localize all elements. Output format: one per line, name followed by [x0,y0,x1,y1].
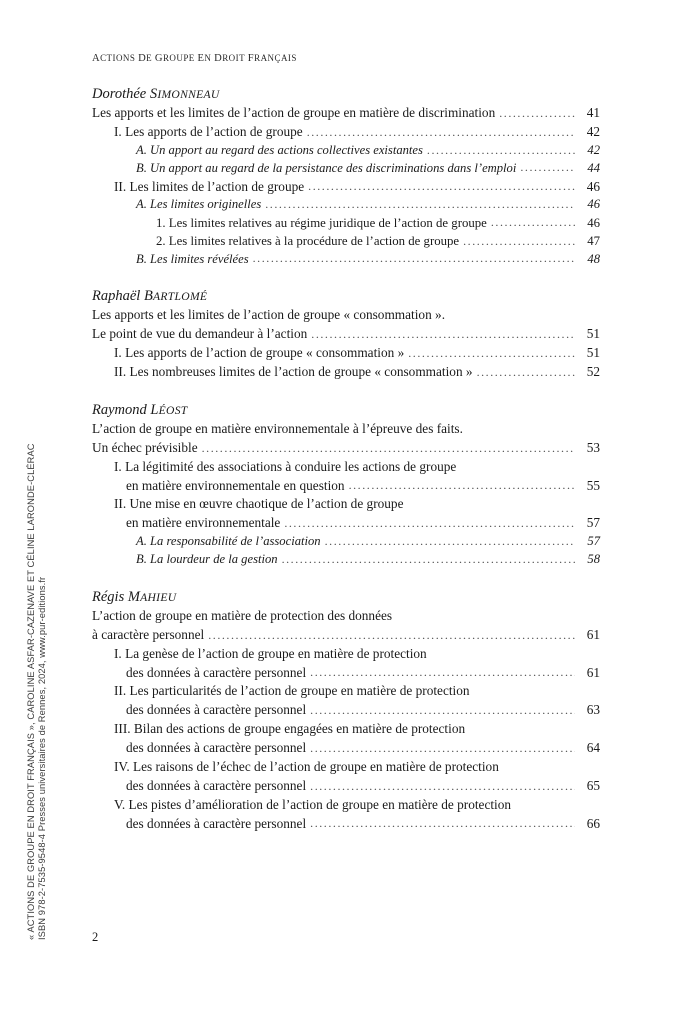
toc-entry-page-number: 46 [587,197,600,212]
author-name [92,402,600,419]
toc-entry-label: des données à caractère personnel [126,740,307,756]
toc-entry[interactable] [126,777,600,796]
toc-entry-page-number: 42 [586,123,600,139]
toc-entry[interactable] [126,815,600,834]
toc-entry-label: A. Un apport au regard des actions collectives existantes [136,142,423,157]
dot-leader [310,702,575,719]
author-surname: MAHIEU [127,588,177,605]
toc-entry-label: I. La genèse de l’action de groupe en matière de protection [114,645,427,661]
author-block [92,86,600,268]
author-name [92,86,600,103]
author-first-name: Dorothée [92,86,150,102]
author-block [92,288,600,382]
toc-entry[interactable] [156,214,600,232]
running-head: ACTIONS DE GROUPE EN DROIT FRANÇAIS [92,53,297,64]
dot-leader [310,778,575,795]
spine-line-isbn: ISBN 978-2-7535-9548-4 Presses universitaires de Rennes, 2024, www.pur-editions.fr [37,576,47,940]
toc-entry[interactable] [136,533,600,551]
author-surname: BARTLOMÉ [143,288,208,305]
toc-entry[interactable] [126,739,600,758]
toc-entry-page-number: 57 [586,515,600,531]
toc-entry[interactable] [114,178,600,197]
author-first-name: Régis [92,588,128,605]
dot-leader [310,740,575,757]
toc-entry-label: Les apports et les limites de l’action de groupe en matière de discrimination [92,105,496,120]
dot-leader [427,142,575,159]
toc-entry-label: I. La légitimité des associations à conduire les actions de groupe [114,458,457,474]
toc-entry-page-number: 61 [586,626,600,642]
toc-entry-page-number: 46 [586,178,600,194]
toc-entry-label: II. Les limites de l’action de groupe [114,178,305,194]
toc-entry-label: 2. Les limites relatives à la procédure de l’action de groupe [156,234,460,249]
toc-entry-label: 1. Les limites relatives au régime juridique de l’action de groupe [156,216,487,231]
toc-entry-page-number: 47 [587,234,600,249]
dot-leader [499,105,575,122]
author-name [92,589,600,606]
toc-entry-label: II. Les nombreuses limites de l’action de groupe « consommation » [114,364,473,380]
toc-entry-page-number: 44 [587,160,600,175]
toc-entry[interactable] [114,363,600,382]
toc-entry[interactable] [92,104,600,123]
toc-entry[interactable] [92,439,600,458]
toc-entry-page-number: 65 [586,777,600,793]
author-block [92,402,600,569]
author-surname: LÉOST [150,401,188,418]
dot-leader [202,440,575,457]
page-number: 2 [92,930,99,944]
toc-entry-label: des données à caractère personnel [126,664,307,680]
toc-entry-label: A. Les limites originelles [136,197,262,212]
author-surname: SIMONNEAU [149,86,220,102]
toc-entry-label: Un échec prévisible [92,439,198,455]
toc-entry[interactable] [126,664,600,683]
toc-entry-label: des données à caractère personnel [126,702,307,718]
toc-entry[interactable] [136,196,600,214]
toc-entry-page-number: 42 [587,142,600,157]
dot-leader [284,515,575,532]
dot-leader [463,233,575,250]
toc-entry[interactable] [114,495,600,514]
dot-leader [307,124,575,141]
toc-entry-page-number: 52 [586,364,600,380]
toc-entry-label: B. Les limites révélées [136,251,249,266]
author-first-name: Raphaël [92,288,144,305]
toc-entry-label: L’action de groupe en matière de protection des données [92,607,393,623]
table-of-contents [92,86,600,833]
author-name [92,288,600,305]
author-block [92,589,600,834]
toc-entry[interactable] [126,514,600,533]
toc-entry[interactable] [114,344,600,363]
toc-entry[interactable] [92,420,600,439]
dot-leader [208,627,575,644]
toc-entry-page-number: 61 [586,664,600,680]
dot-leader [308,178,575,195]
toc-entry-label: V. Les pistes d’amélioration de l’action de groupe en matière de protection [114,796,512,812]
toc-entry-page-number: 57 [587,534,600,549]
toc-entry-label: B. La lourdeur de la gestion [136,552,278,567]
toc-entry-page-number: 46 [587,216,600,231]
toc-entry-label: I. Les apports de l’action de groupe « consommation » [114,345,405,361]
toc-entry[interactable] [126,701,600,720]
toc-entry[interactable] [126,477,600,496]
dot-leader [520,159,575,176]
toc-entry-page-number: 58 [587,552,600,567]
toc-entry-page-number: 48 [587,251,600,266]
toc-entry[interactable] [114,645,600,664]
toc-entry-label: en matière environnementale [126,515,281,531]
toc-entry-label: des données à caractère personnel [126,777,307,793]
toc-entry-label: Le point de vue du demandeur à l’action [92,326,308,342]
toc-entry-label: en matière environnementale en question [126,477,345,493]
dot-leader [349,477,575,494]
toc-entry-label: L’action de groupe en matière environnementale à l’épreuve des faits. [92,420,463,436]
toc-entry-label: B. Un apport au regard de la persistance des discriminations dans l’emploi [136,160,517,175]
dot-leader [311,326,575,343]
toc-entry[interactable] [92,607,600,626]
toc-entry[interactable] [136,251,600,269]
toc-entry-label: A. La responsabilité de l’association [136,534,321,549]
dot-leader [325,533,575,550]
dot-leader [310,664,575,681]
toc-entry[interactable] [136,142,600,160]
toc-entry-page-number: 51 [586,345,600,361]
toc-entry-page-number: 53 [586,439,600,455]
author-first-name: Raymond [92,401,151,418]
toc-entry-page-number: 66 [586,815,600,831]
spine-line-title: « ACTIONS DE GROUPE EN DROIT FRANÇAIS », CAROLINE ASFAR-CAZENAVE ET CÉLINE LARONDE-CLÉRAC [26,443,36,940]
toc-entry[interactable] [136,551,600,569]
spine-copyright-text [0,0,47,1018]
toc-entry[interactable] [114,123,600,142]
dot-leader [265,196,575,213]
dot-leader [282,551,575,568]
toc-entry-page-number: 55 [586,477,600,493]
dot-leader [491,214,575,231]
toc-entry-label: I. Les apports de l’action de groupe [114,123,303,139]
dot-leader [310,815,575,832]
toc-entry[interactable] [114,458,600,477]
dot-leader [408,345,575,362]
toc-entry-label: à caractère personnel [92,626,205,642]
toc-entry-label: II. Une mise en œuvre chaotique de l’action de groupe [114,496,404,512]
toc-entry-page-number: 64 [586,740,600,756]
toc-entry[interactable] [136,160,600,178]
toc-entry-page-number: 41 [586,105,600,120]
toc-entry-label: IV. Les raisons de l’échec de l’action de groupe en matière de protection [114,758,499,774]
toc-entry[interactable] [114,720,600,739]
toc-entry-label: des données à caractère personnel [126,815,307,831]
toc-entry[interactable] [114,682,600,701]
toc-entry-label: Les apports et les limites de l’action de groupe « consommation ». [92,307,446,323]
toc-entry[interactable] [92,306,600,325]
toc-entry[interactable] [114,758,600,777]
toc-entry-label: III. Bilan des actions de groupe engagées en matière de protection [114,721,466,737]
toc-entry[interactable] [114,796,600,815]
toc-entry[interactable] [92,325,600,344]
dot-leader [253,250,575,267]
toc-entry[interactable] [156,232,600,250]
toc-entry-label: II. Les particularités de l’action de groupe en matière de protection [114,683,470,699]
toc-entry-page-number: 63 [586,702,600,718]
toc-entry-page-number: 51 [586,326,600,342]
dot-leader [477,364,575,381]
toc-entry[interactable] [92,626,600,645]
